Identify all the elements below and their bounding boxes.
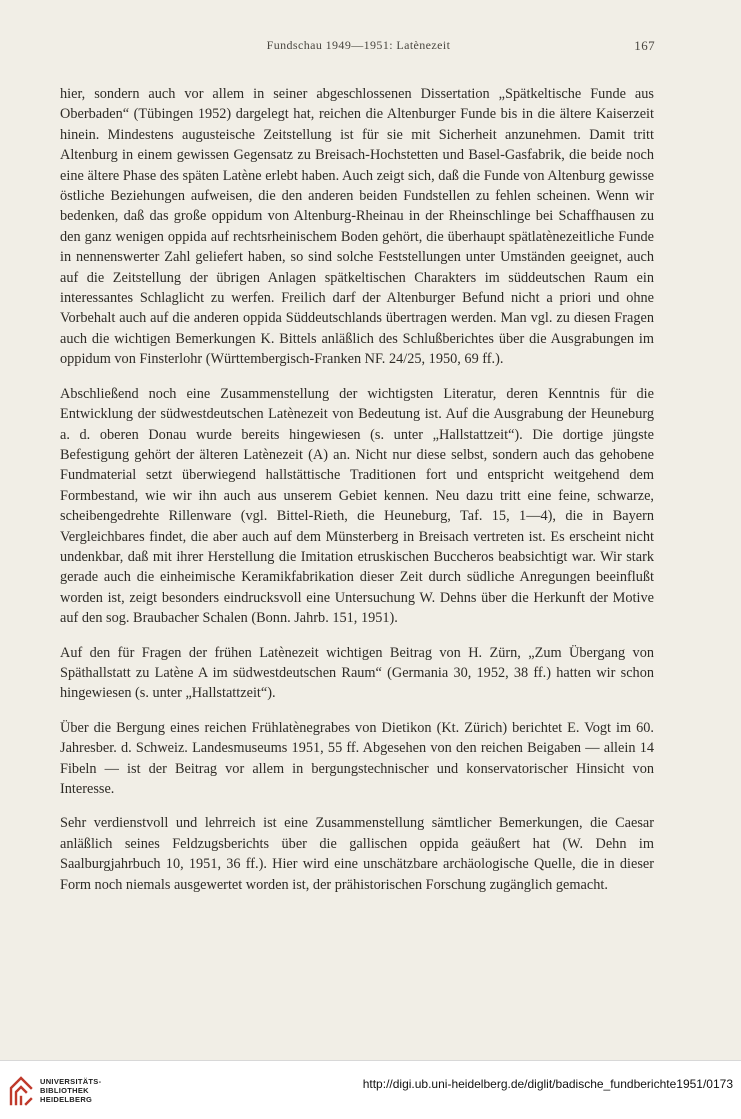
library-name-line-3: HEIDELBERG: [40, 1095, 93, 1104]
library-name: [40, 1077, 101, 1104]
running-title: Fundschau 1949—1951: Latènezeit: [266, 38, 451, 52]
library-name-line-2: BIBLIOTHEK: [40, 1086, 89, 1095]
library-logo-icon: [8, 1073, 34, 1107]
paragraph-1: hier, sondern auch vor allem in seiner abgeschlossenen Dissertation „Spätkeltische Funde aus Oberbaden“ (Tübingen 1952) dargelegt hat, reichen die Altenburger Funde bis in die ältere Kaiserzeit hinein. Mindestens augusteische Zeitstellung ist für sie mit Sicherheit anzunehmen. Damit tritt Altenburg in einem gewissen Gegensatz zu Breisach-Hochstetten und Basel-Gasfabrik, die beide noch eine ältere Phase des späten Latène erlebt haben. Auch zeigt sich, daß die Funde von Altenburg gewisse östliche Beziehungen aufweisen, die den anderen beiden Fundstellen zu fehlen scheinen. Wenn wir bedenken, daß das große oppidum von Altenburg-Rheinau in der Rheinschlinge bei Schaffhausen zu den ganz wenigen oppida auf rechtsrheinischem Boden gehört, die überhaupt spätlatènezeitliche Funde in nennenswerter Zahl geliefert haben, so sind solche Feststellungen unter Umständen geeignet, auch auf die Zeitstellung der übrigen Anlagen spätkeltischen Charakters im süddeutschen Raum ein interessantes Schlaglicht zu werfen. Freilich darf der Altenburger Befund nicht a priori und ohne Vorbehalt auch auf die anderen oppida Süddeutschlands übertragen werden. Man vgl. zu diesen Fragen auch die wichtigen Bemerkungen K. Bittels anläßlich des Schlußberichtes über die Ausgrabungen im oppidum von Finsterlohr (Württembergisch-Franken NF. 24/25, 1950, 69 ff.).: [60, 86, 654, 368]
paragraph-4: Über die Bergung eines reichen Frühlatènegrabes von Dietikon (Kt. Zürich) berichtet E. Vogt im 60. Jahresber. d. Schweiz. Landesmuseums 1951, 55 ff. Abgesehen von den reichen Beigaben — allein 14 Fibeln — ist der Beitrag vor allem in bergungstechnischer und konservatorischer Hinsicht von Interesse.: [60, 719, 654, 797]
paragraph-3: Auf den für Fragen der frühen Latènezeit wichtigen Beitrag von H. Zürn, „Zum Übergang von Späthallstatt zu Latène A im südwestdeutschen Raum“ (Germania 30, 1952, 38 ff.) hatten wir schon hingewiesen (s. unter „Hallstattzeit“).: [60, 644, 654, 702]
body-text: [60, 84, 654, 909]
paragraph-5: Sehr verdienstvoll und lehrreich ist eine Zusammenstellung sämtlicher Bemerkungen, die Caesar anläßlich seines Feldzugsberichts über die gallischen oppida geäußert hat (W. Dehn im Saalburgjahrbuch 10, 1951, 36 ff.). Hier wird eine unschätzbare archäologische Quelle, die in dieser Form noch niemals ausgewertet worden ist, der prähistorischen Forschung zugänglich gemacht.: [60, 815, 654, 893]
permalink-url[interactable]: http://digi.ub.uni-heidelberg.de/diglit/badische_fundberichte1951/0173: [362, 1077, 733, 1091]
running-head: [62, 38, 655, 56]
library-name-line-1: UNIVERSITÄTS-: [40, 1077, 102, 1086]
page-number: 167: [634, 38, 655, 53]
footer-bar: [0, 1060, 741, 1119]
paragraph-2: Abschließend noch eine Zusammenstellung der wichtigsten Literatur, deren Kenntnis für die Entwicklung der südwestdeutschen Latènezeit von Bedeutung ist. Auf die Ausgrabung der Heuneburg a. d. oberen Donau wurde bereits hingewiesen (s. unter „Hallstattzeit“). Die dortige jüngste Befestigung gehört der älteren Latènezeit (A) an. Nicht nur diese selbst, sondern auch das gehobene Fundmaterial setzt überwiegend hallstättische Traditionen fort und entspricht weitgehend dem Formbestand, wie wir ihn auch aus unserem Gebiet kennen. Neu dazu tritt eine feine, schwarze, scheibengedrehte Rillenware (vgl. Bittel-Rieth, die Heuneburg, Taf. 15, 1—4), die in Bayern Vergleichbares findet, die aber auch auf dem Münsterberg in Breisach vertreten ist. Es erscheint nicht undenkbar, daß mit ihrer Herstellung die Imitation etruskischen Buccheros beabsichtigt war. Wir stark gerade auch die einheimische Keramikfabrikation dieser Zeit durch südliche Anregungen beeinflußt worden ist, zeigt besonders eindrucksvoll eine Untersuchung W. Dehns über die Herkunft der Motive auf den sog. Braubacher Schalen (Bonn. Jahrb. 151, 1951).: [60, 385, 654, 627]
